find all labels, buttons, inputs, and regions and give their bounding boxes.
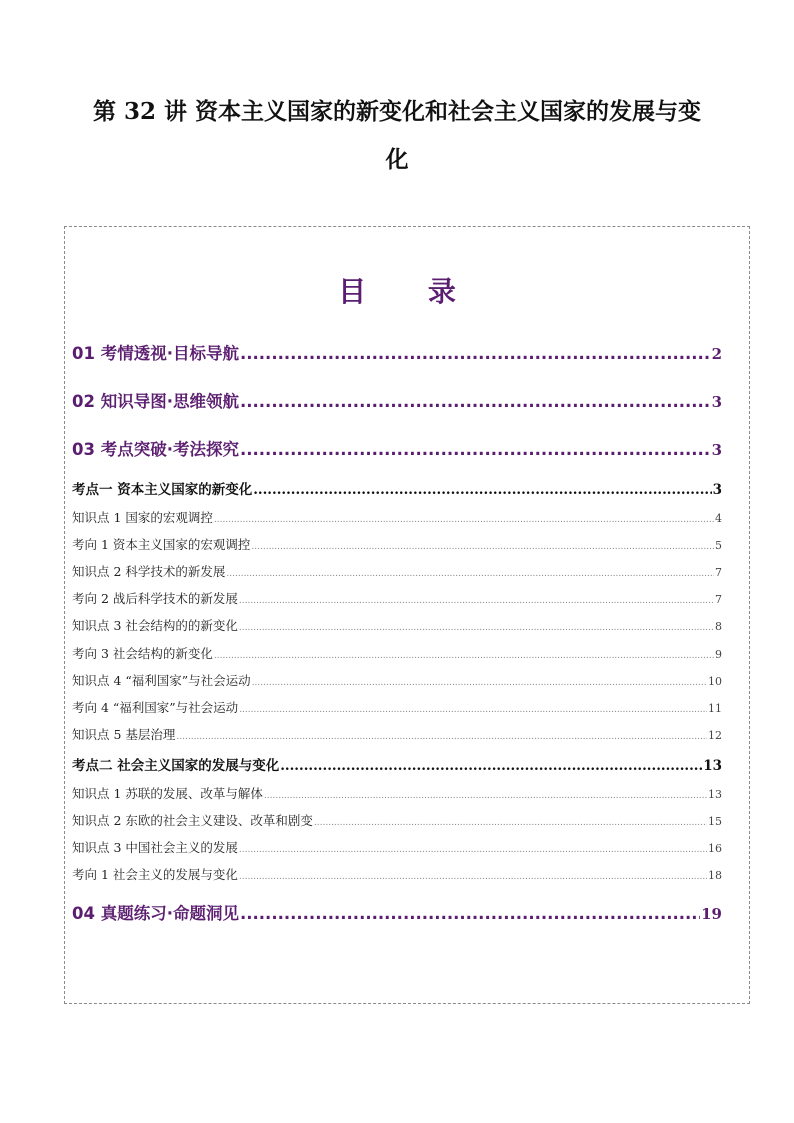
toc-page: 12 [708,729,722,742]
toc-label: 知识点 3 中国社会主义的发展 [72,840,238,855]
toc-label: 01 考情透视·目标导航 [72,344,239,363]
toc-leader [176,732,707,742]
toc-page: 9 [715,648,722,661]
toc-page: 3 [712,482,722,498]
toc-leader [239,872,707,882]
toc-label: 03 考点突破·考法探究 [72,440,239,459]
toc-page: 19 [701,905,722,923]
toc-entry-zhishidian-1b[interactable] [72,784,722,802]
toc-label: 考向 3 社会结构的新变化 [72,646,213,661]
toc-label: 知识点 4 “福利国家”与社会运动 [72,673,251,688]
toc-entry-zhishidian-2b[interactable] [72,811,722,829]
toc-page: 16 [708,842,722,855]
toc-label: 考向 1 社会主义的发展与变化 [72,867,238,882]
toc-page: 2 [711,345,722,363]
toc-label: 考点二 社会主义国家的发展与变化 [72,758,280,774]
toc-label: 知识点 3 社会结构的的新变化 [72,618,238,633]
toc-page: 3 [711,393,722,411]
toc-page: 18 [708,869,722,882]
toc-entry-kaodian-2[interactable] [72,754,722,774]
toc-page: 11 [708,702,722,715]
toc-label: 考向 4 “福利国家”与社会运动 [72,700,239,715]
toc-page: 4 [715,512,722,525]
toc-entry-01[interactable] [72,340,722,364]
toc-leader [240,904,700,923]
toc-label: 04 真题练习·命题洞见 [72,904,239,923]
toc-page: 13 [703,758,722,774]
toc-label: 考向 2 战后科学技术的新发展 [72,591,238,606]
toc-entry-zhishidian-5[interactable] [72,725,722,743]
toc-label: 考点一 资本主义国家的新变化 [72,482,253,498]
toc-page: 15 [708,815,722,828]
toc-page: 5 [715,539,722,552]
toc-label: 考向 1 资本主义国家的宏观调控 [72,537,251,552]
toc-entry-kaodian-1[interactable] [72,478,722,498]
toc-entry-04[interactable] [72,900,722,924]
toc-leader [239,596,714,606]
toc-leader [251,542,714,552]
toc-label: 知识点 2 科学技术的新发展 [72,564,226,579]
toc-entry-zhishidian-1[interactable] [72,508,722,526]
toc-leader [264,791,707,801]
toc-page: 10 [708,675,722,688]
title-line-2: 化 [385,146,409,173]
toc-leader [214,651,714,661]
toc-leader [239,705,707,715]
title-line-1: 第 32 讲 资本主义国家的新变化和社会主义国家的发展与变 [92,98,702,125]
toc-leader [214,515,714,525]
toc-page: 7 [715,566,722,579]
toc-entry-kaoxiang-1[interactable] [72,535,722,553]
toc-leader [253,482,711,498]
toc-label: 知识点 1 国家的宏观调控 [72,510,213,525]
toc-entry-zhishidian-3b[interactable] [72,838,722,856]
toc-leader [226,569,714,579]
toc-leader [240,440,711,459]
toc-entry-zhishidian-3[interactable] [72,616,722,634]
toc-leader [240,392,711,411]
toc-label: 知识点 1 苏联的发展、改革与解体 [72,786,263,801]
toc-leader [280,758,702,774]
document-title [70,88,724,184]
toc-label: 02 知识导图·思维领航 [72,392,239,411]
toc-page: 3 [711,441,722,459]
toc-leader [239,623,714,633]
toc-label: 知识点 5 基层治理 [72,727,176,742]
toc-entry-kaoxiang-3[interactable] [72,644,722,662]
toc-leader [240,344,711,363]
toc-leader [252,678,707,688]
toc-heading: 目 录 [338,275,482,308]
toc-entry-kaoxiang-4[interactable] [72,698,722,716]
toc-leader [239,845,707,855]
toc-label: 知识点 2 东欧的社会主义建设、改革和剧变 [72,813,313,828]
toc-entry-03[interactable] [72,436,722,460]
toc-entry-kaoxiang-2[interactable] [72,589,722,607]
toc-entry-zhishidian-4[interactable] [72,671,722,689]
toc-leader [314,818,707,828]
toc-entry-02[interactable] [72,388,722,412]
toc-page: 13 [708,788,722,801]
toc-entry-zhishidian-2[interactable] [72,562,722,580]
toc-entry-kaoxiang-1b[interactable] [72,865,722,883]
toc-page: 8 [715,620,722,633]
toc-page: 7 [715,593,722,606]
